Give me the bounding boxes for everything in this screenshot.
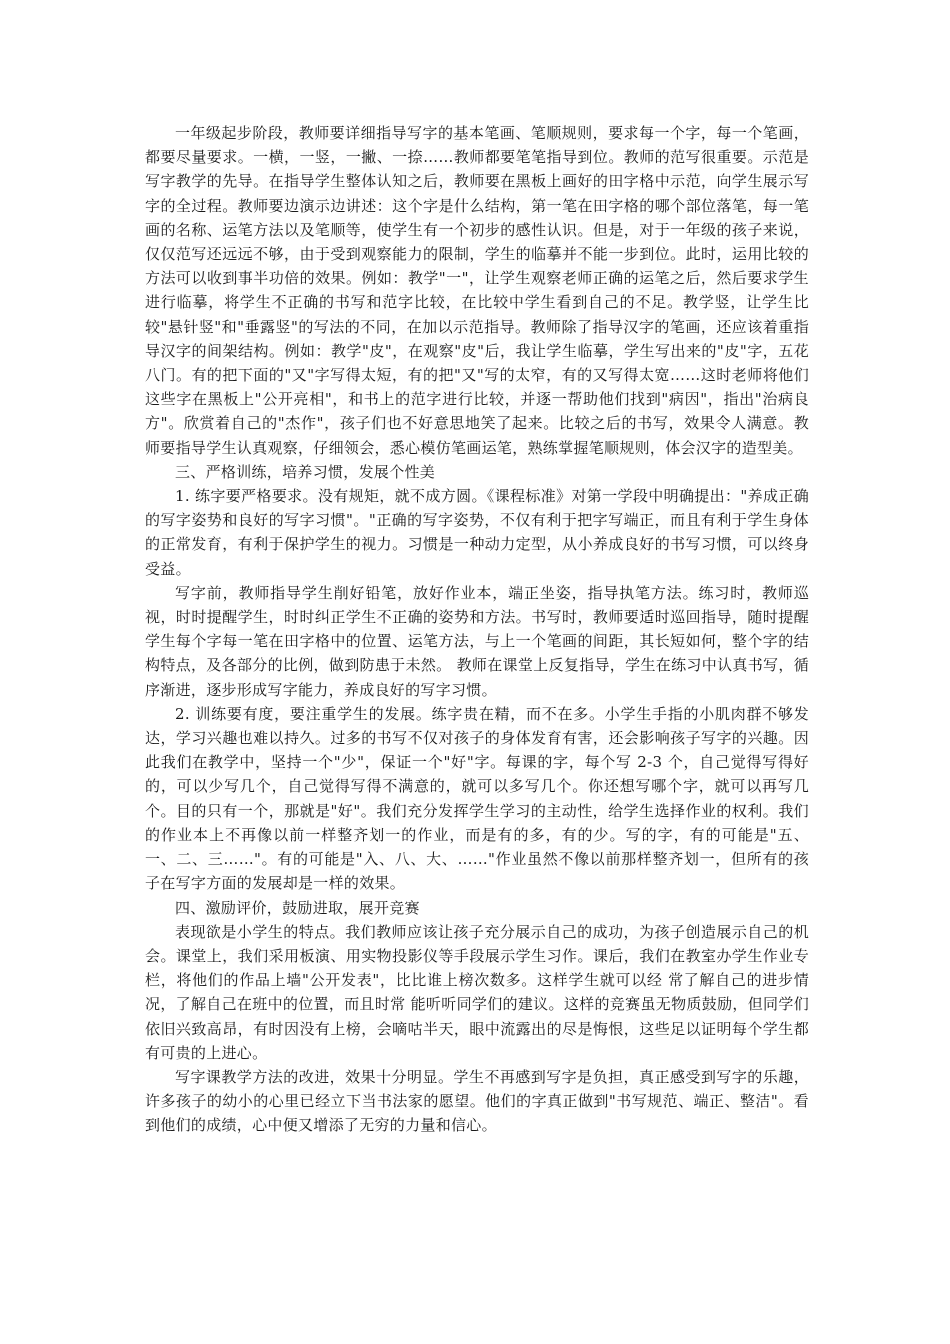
section-heading-3: 三、严格训练，培养习惯，发展个性美 — [175, 462, 436, 481]
paragraph-stroke-guidance: 一年级起步阶段，教师要详细指导写字的基本笔画、笔顺规则，要求每一个字，每一个笔画，都要尽量要求。一横，一竖，一撇、一捺……教师都要笔笔指导到位。教师的范写很重要。示范是写字教学的先导。在指导学生整体认知之后，教师要在黑板上画好的田字格中示范，向学生展示写字的全过程。教师要边演示边讲述：这个字是什么结构，第一笔在田字格的哪个部位落笔，每一笔画的名称、运笔方法以及笔顺等，使学生有一个初步的感性认识。但是，对于一年级的孩子来说，仅仅范写还远远不够，由于受到观察能力的限制，学生的临摹并不能一步到位。此时，运用比较的方法可以收到事半功倍的效果。例如：教学"一"，让学生观察老师正确的运笔之后，然后要求学生进行临摹，将学生不正确的书写和范字比较，在比较中学生看到自己的不足。教学竖，让学生比较"悬针竖"和"垂露竖"的写法的不同，在加以示范指导。教师除了指导汉字的笔画，还应该着重指导汉字的间架结构。例如：教学"皮"，在观察"皮"后，我让学生临摹，学生写出来的"皮"字，五花八门。有的把下面的"又"字写得太短，有的把"又"写的太窄，有的又写得太宽……这时老师将他们这些字在黑板上"公开亮相"，和书上的范字进行比较，并逐一帮助他们找到"病因"，指出"治病良方"。欣赏着自己的"杰作"，孩子们也不好意思地笑了起来。比较之后的书写，效果令人满意。教师要指导学生认真观察，仔细领会，悉心模仿笔画运笔，熟练掌握笔顺规则，体会汉字的造型美。 — [145, 124, 809, 457]
paragraph-showcase: 表现欲是小学生的特点。我们教师应该让孩子充分展示自己的成功，为孩子创造展示自己的机会。课堂上，我们采用板演、用实物投影仪等手段展示学生习作。课后，我们在教室办学生作业专栏，将他们的作品上墙"公开发表"，比比谁上榜次数多。这样学生就可以经 常了解自己的进步情况，了解自己在班中的位置，而且时常 能听听同学们的建议。这样的竞赛虽无物质鼓励，但同学们依旧兴致高昂，有时因没有上榜，会嘀咕半天，眼中流露出的尽是悔恨，这些足以证明每个学生都有可贵的上进心。 — [145, 922, 809, 1062]
paragraph-moderate-training: 2. 训练要有度，要注重学生的发展。练字贵在精，而不在多。小学生手指的小肌肉群不够发达，学习兴趣也难以持久。过多的书写不仅对孩子的身体发育有害，还会影响孩子写字的兴趣。因此我们在教学中，坚持一个"少"，保证一个"好"字。每课的字，每个写 2-3 个，自己觉得写得好的，可以少写几个，自己觉得写得不满意的，就可以多写几个。你还想写哪个字，就可以再写几个。目的只有一个，那就是"好"。我们充分发挥学生学习的主动性，给学生选择作业的权利。我们的作业本上不再像以前一样整齐划一的作业，而是有的多，有的少。写的字，有的可能是"五、一、二、三……"。有的可能是"入、八、大、……"作业虽然不像以前那样整齐划一，但所有的孩子在写字方面的发展却是一样的效果。 — [145, 704, 809, 893]
paragraph-conclusion: 写字课教学方法的改进，效果十分明显。学生不再感到写字是负担，真正感受到写字的乐趣，许多孩子的幼小的心里已经立下当书法家的愿望。他们的字真正做到"书写规范、端正、整洁"。看到他们的成绩，心中便又增添了无穷的力量和信心。 — [145, 1067, 809, 1135]
paragraph-pre-writing: 写字前，教师指导学生削好铅笔，放好作业本，端正坐姿，指导执笔方法。练习时，教师巡视，时时提醒学生，时时纠正学生不正确的姿势和方法。书写时，教师要适时巡回指导，随时提醒学生每个字每一笔在田字格中的位置、运笔方法，与上一个笔画的间距，其长短如何，整个字的结构特点，及各部分的比例，做到防患于未然。 教师在课堂上反复指导，学生在练习中认真书写，循序渐进，逐步形成写字能力，养成良好的写字习惯。 — [145, 583, 809, 699]
section-heading-4: 四、激励评价，鼓励进取，展开竞赛 — [175, 898, 420, 917]
paragraph-strict-requirements: 1. 练字要严格要求。没有规矩，就不成方圆。《课程标准》对第一学段中明确提出："养成正确的写字姿势和良好的写字习惯"。"正确的写字姿势，不仅有利于把字写端正，而且有利于学生身体的正常发育，有利于保护学生的视力。习惯是一种动力定型，从小养成良好的书写习惯，可以终身受益。 — [145, 487, 809, 578]
